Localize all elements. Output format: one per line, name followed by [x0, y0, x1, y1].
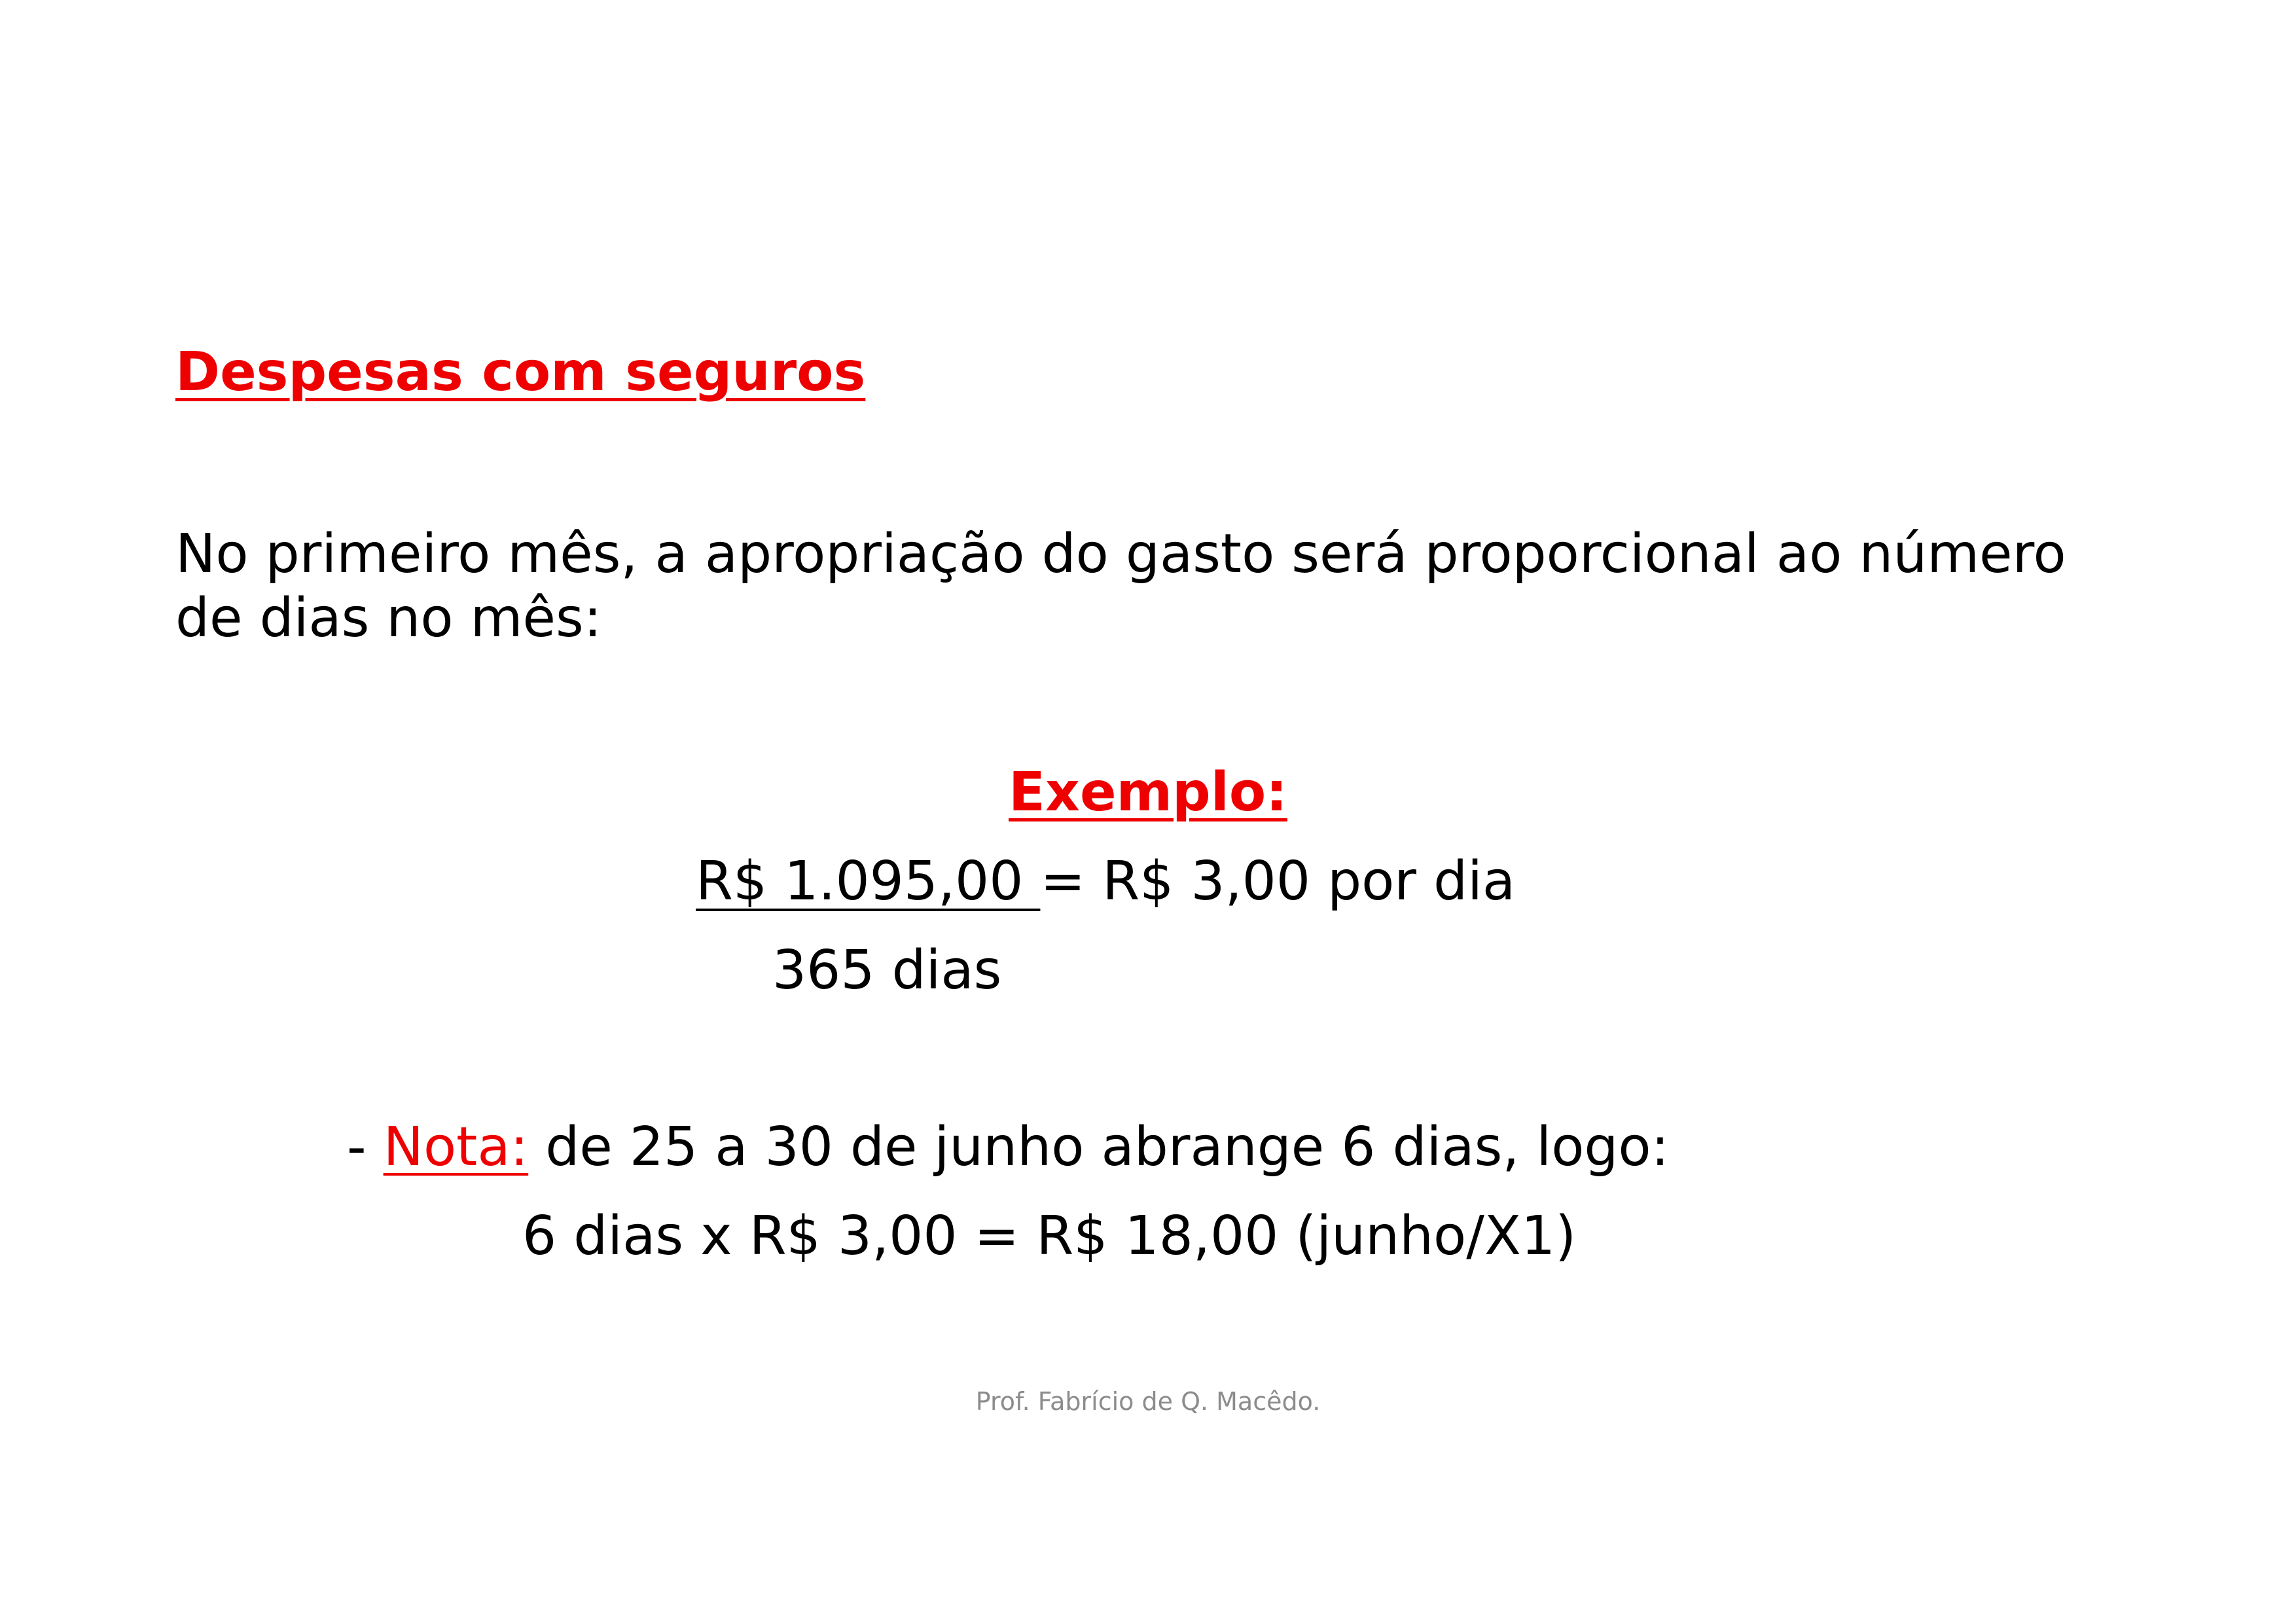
- formula-result: = R$ 3,00 por dia: [1040, 850, 1516, 912]
- formula-numerator: R$ 1.095,00: [696, 850, 1041, 912]
- intro-paragraph-line-2: de dias no mês:: [175, 587, 602, 649]
- formula-denominator: 365 dias: [772, 939, 1002, 1001]
- note-label: Nota:: [383, 1116, 529, 1178]
- note-line: [347, 1116, 1670, 1178]
- slide-title: Despesas com seguros: [175, 341, 866, 403]
- intro-paragraph-line-1: No primeiro mês, a apropriação do gasto será proporcional ao número: [175, 523, 2066, 585]
- example-formula: [696, 850, 1516, 912]
- note-prefix: -: [347, 1116, 384, 1178]
- intro-paragraph: [175, 522, 2178, 651]
- example-heading: Exemplo:: [1009, 761, 1287, 823]
- note-calculation: 6 dias x R$ 3,00 = R$ 18,00 (junho/X1): [522, 1205, 1577, 1267]
- footer-author: Prof. Fabrício de Q. Macêdo.: [975, 1387, 1321, 1416]
- note-text: de 25 a 30 de junho abrange 6 dias, logo:: [528, 1116, 1670, 1178]
